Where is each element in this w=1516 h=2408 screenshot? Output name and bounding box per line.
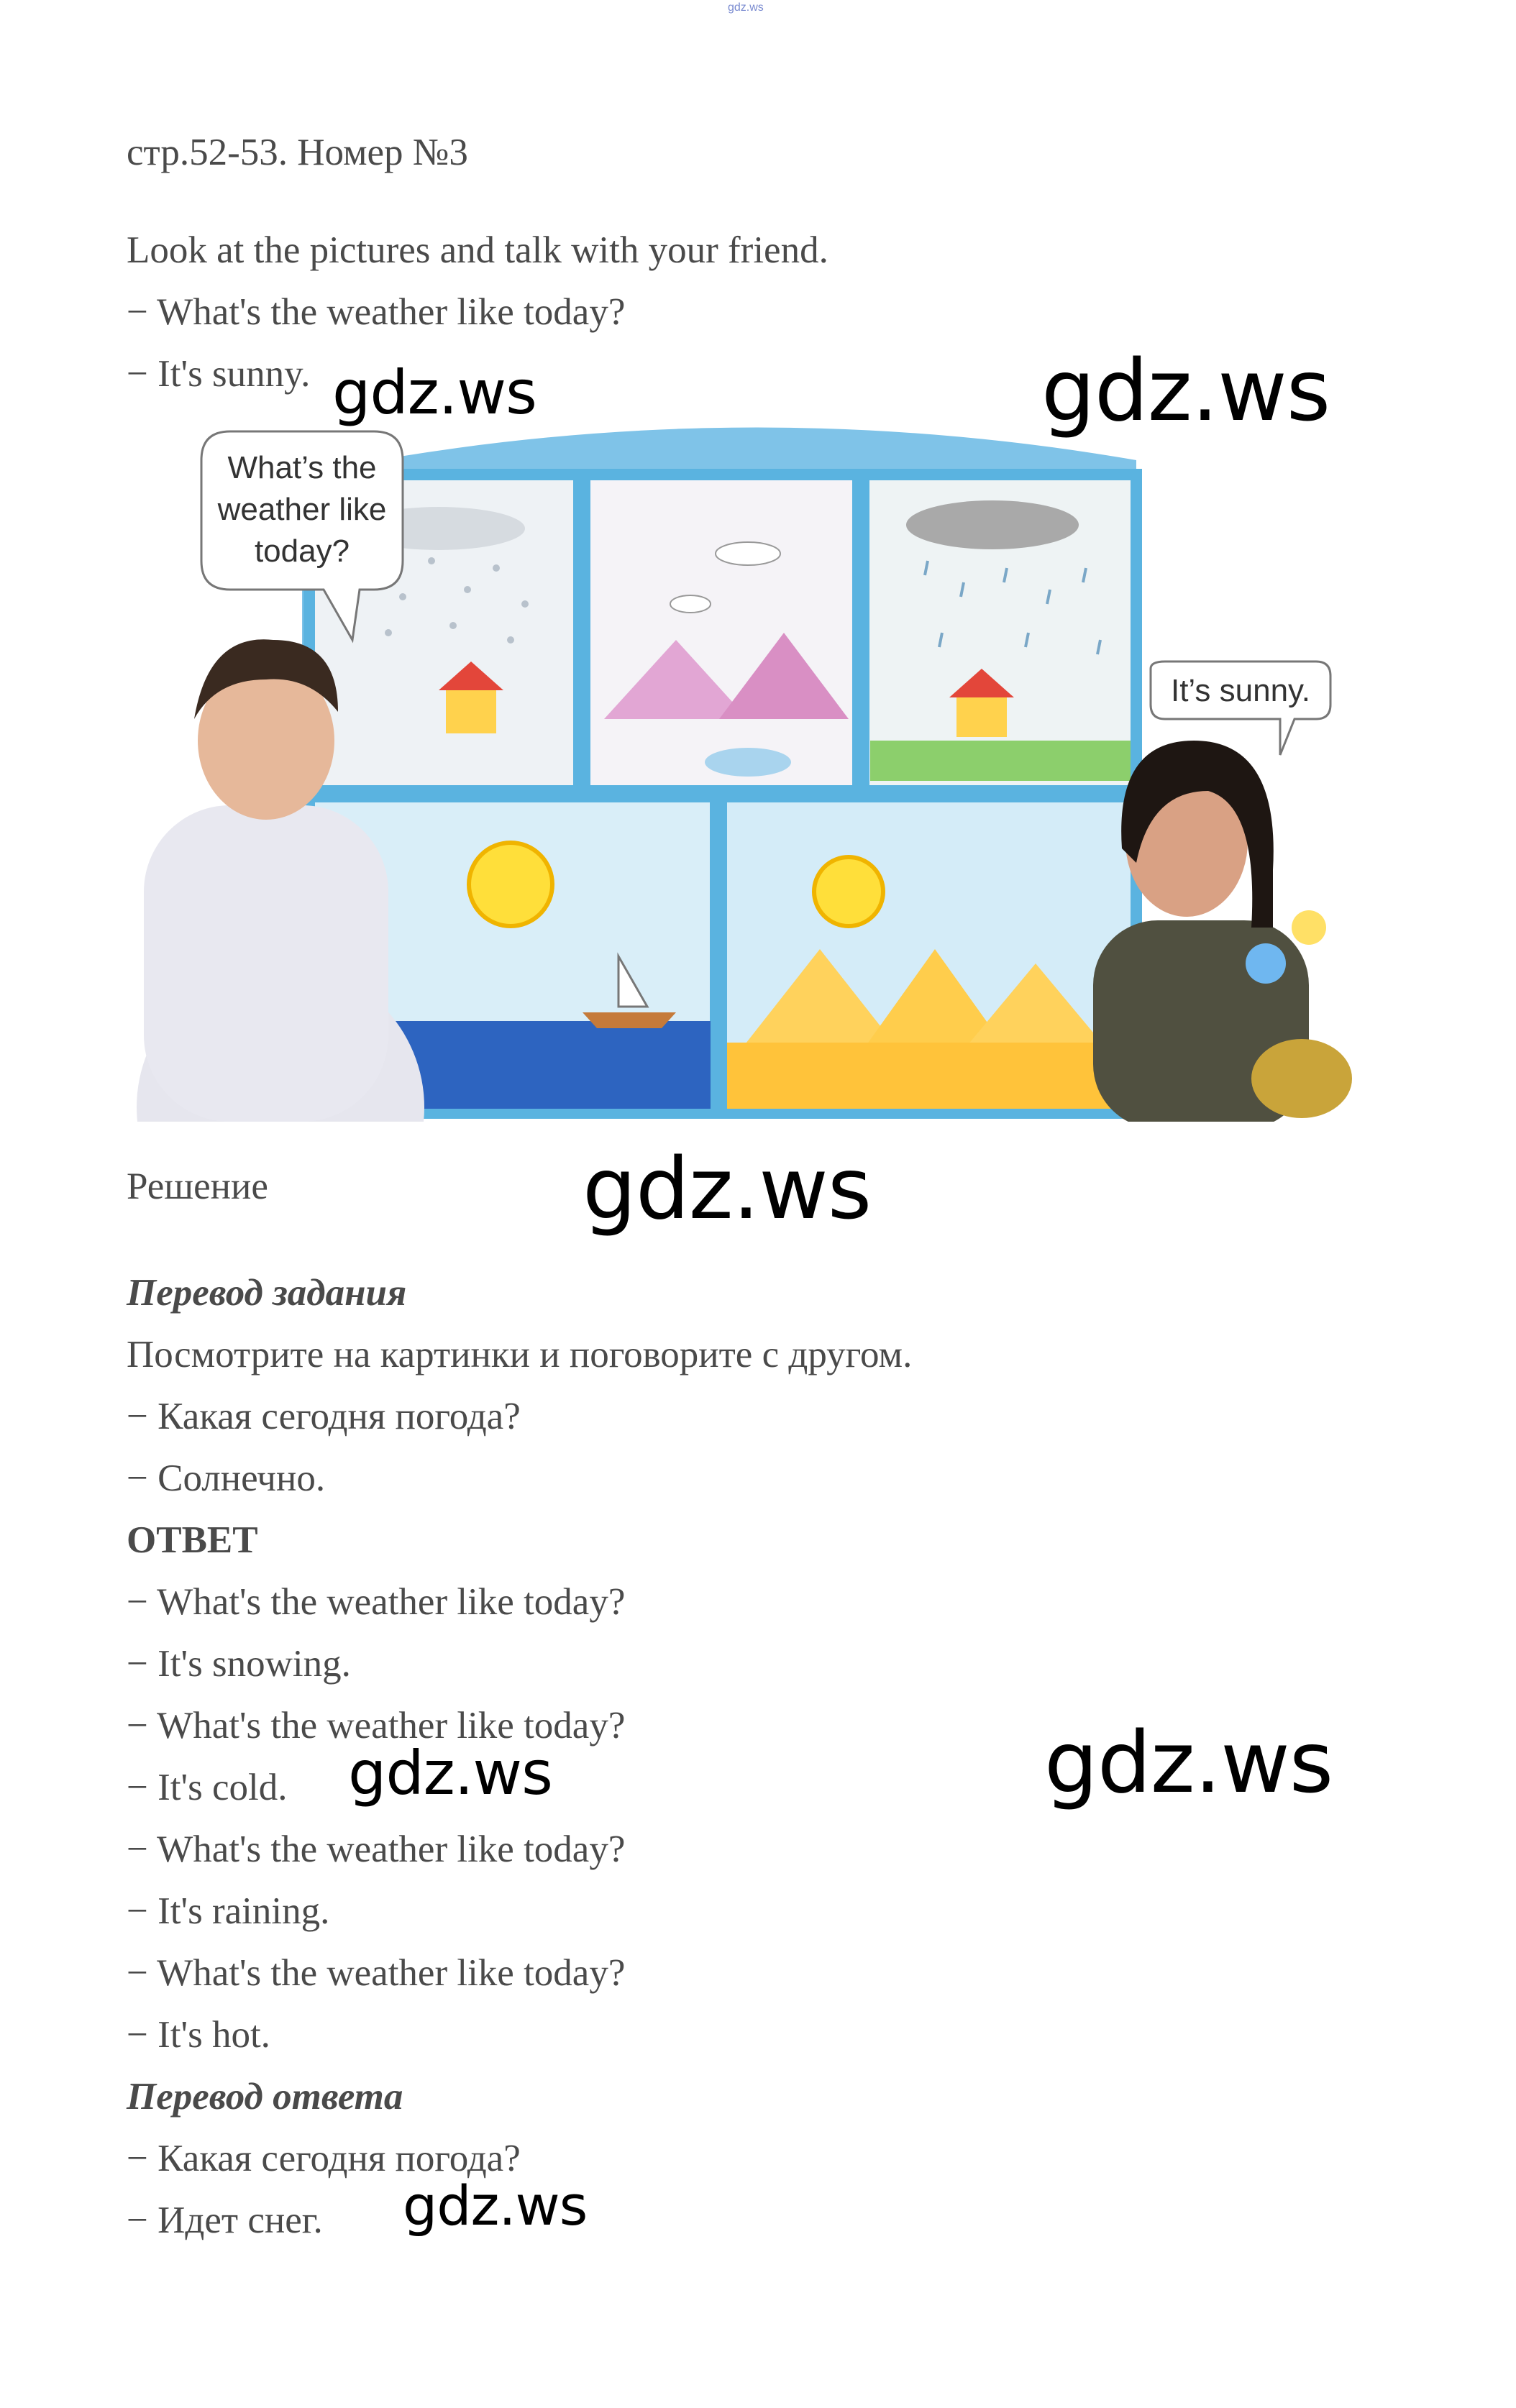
answer-heading: ОТВЕТ: [127, 1519, 258, 1561]
answer-line: − It's snowing.: [127, 1643, 351, 1685]
task-instruction: Look at the pictures and talk with your friend.: [127, 229, 828, 271]
answer-line: − What's the weather like today?: [127, 1952, 626, 1994]
bubble-left-line-2: weather like: [217, 492, 387, 527]
answer-translation-line: − Какая сегодня погода?: [127, 2138, 521, 2179]
watermark: gdz.ws: [583, 1139, 872, 1238]
solution-heading: Решение: [127, 1166, 268, 1207]
task-answer: − It's sunny.: [127, 353, 311, 395]
answer-line: − What's the weather like today?: [127, 1581, 626, 1623]
answer-line: − It's hot.: [127, 2014, 270, 2056]
task-question: − What's the weather like today?: [127, 291, 626, 333]
translation-line: Посмотрите на картинки и поговорите с другом.: [127, 1334, 913, 1375]
answer-translation-line: − Идет снег.: [127, 2199, 323, 2241]
page-title: стр.52-53. Номер №3: [127, 132, 468, 173]
bubble-left-line-3: today?: [254, 534, 350, 569]
weather-illustration: [129, 403, 1358, 1122]
watermark: gdz.ws: [348, 1738, 552, 1808]
watermark: gdz.ws: [403, 2174, 588, 2238]
watermark: gdz.ws: [1044, 1713, 1333, 1812]
bubble-right: It’s sunny.: [1170, 673, 1311, 708]
answer-translation-heading: Перевод ответа: [127, 2076, 403, 2118]
bubble-left-line-1: What’s the: [227, 450, 377, 485]
watermark: gdz.ws: [1041, 341, 1330, 440]
translation-line: − Какая сегодня погода?: [127, 1396, 521, 1437]
answer-line: − It's raining.: [127, 1890, 330, 1932]
translation-line: − Солнечно.: [127, 1457, 326, 1499]
answer-line: − What's the weather like today?: [127, 1705, 626, 1747]
answer-line: − What's the weather like today?: [127, 1828, 626, 1870]
watermark: gdz.ws: [332, 357, 536, 428]
translation-heading: Перевод задания: [127, 1272, 407, 1314]
answer-line: − It's cold.: [127, 1767, 288, 1808]
top-watermark: gdz.ws: [728, 1, 764, 14]
